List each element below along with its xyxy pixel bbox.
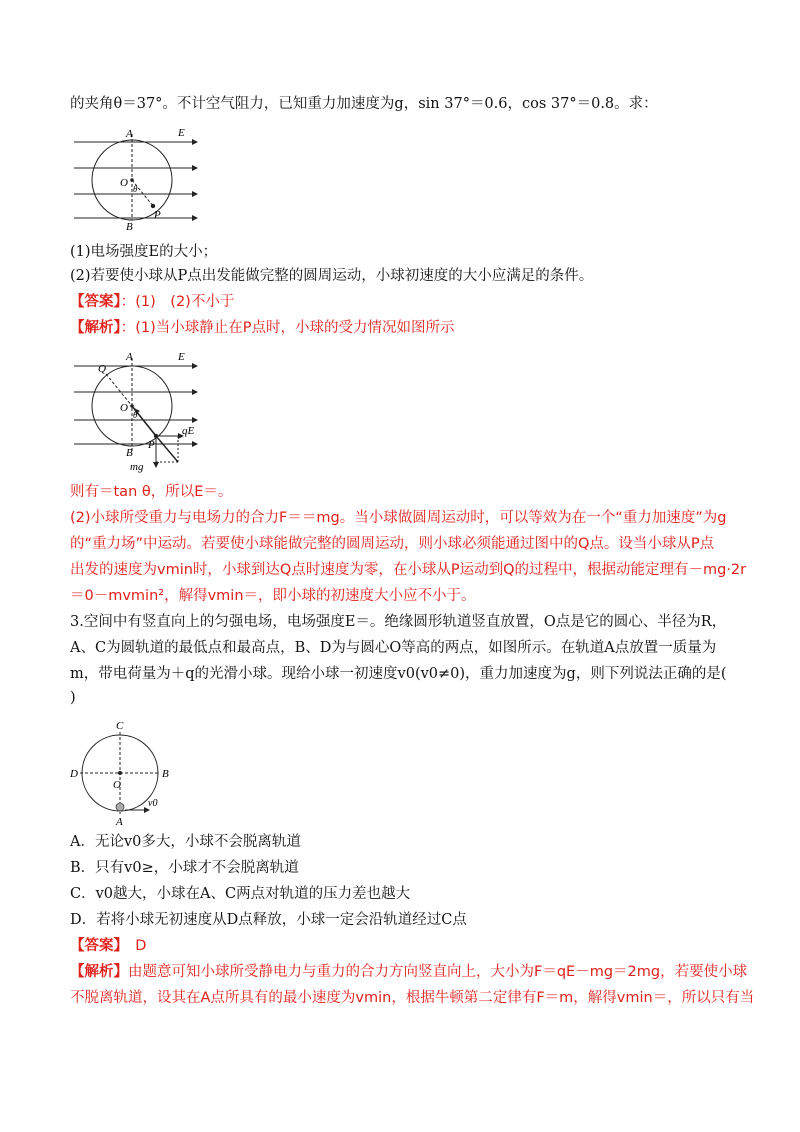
q3-stem-line3: m，带电荷量为＋q的光滑小球。现给小球一初速度v0(v0≠0)，重力加速度为g，则下列说法正确的是( <box>70 666 727 682</box>
q3-stem-line4: ) <box>70 690 76 706</box>
q3-option-a: A．无论v0多大，小球不会脱离轨道 <box>70 834 301 850</box>
fig2-label-P: P <box>148 439 155 451</box>
q3-option-b-part-b: ，小球才不会脱离轨道 <box>153 860 299 876</box>
fig2-label-mg: mg <box>130 461 144 473</box>
q3-stem-part-c: O点是它的圆心、半径为R， <box>543 614 727 630</box>
q2-analysis-line2: 则有＝tan θ，所以E＝。 <box>70 484 233 500</box>
answer-text: ：(1) (2)不小于 <box>120 294 235 310</box>
fig1-label-E: E <box>178 127 185 139</box>
fig2-label-E: E <box>178 351 185 363</box>
answer-tag: 【答案】 <box>70 294 121 310</box>
q2-answer-line <box>70 292 234 312</box>
q2-analysis-line4: 的“重力场”中运动。若要使小球能做完整的圆周运动，则小球必须能通过图中的Q点。设当小球从P点 <box>70 536 715 552</box>
fig1-label-B: B <box>126 221 133 230</box>
q2-analysis-line1 <box>70 318 455 338</box>
q3-stem-part-b: 。绝缘圆形轨道竖直放置， <box>369 614 544 630</box>
q3-stem-part-a: 3.空间中有竖直向上的匀强电场，电场强度E＝ <box>70 614 370 630</box>
q2-figure-field-circle <box>70 120 200 230</box>
q3-option-b-part-a: B．只有v0≥ <box>70 860 154 876</box>
fig3-label-O: O <box>113 779 121 791</box>
analysis-text: ：(1)当小球静止在P点时，小球的受力情况如图所示 <box>120 320 455 336</box>
q2-figure-force-diagram <box>70 344 210 474</box>
q3-stem-line2: A、C为圆轨道的最低点和最高点，B、D为与圆心O等高的两点，如图所示。在轨道A点放置一质量为 <box>70 640 717 656</box>
fig2-label-Q: Q <box>98 363 106 375</box>
fig1-label-P: P <box>154 209 161 221</box>
q3-analysis-tag: 【解析】 <box>70 964 128 980</box>
fig3-label-D: D <box>70 768 78 780</box>
q2-analysis-line6: ＝0－mvmin²，解得vmin＝，即小球的初速度大小应不小于。 <box>70 588 476 604</box>
analysis-tag: 【解析】 <box>70 320 121 336</box>
q3-option-d: D．若将小球无初速度从D点释放，小球一定会沿轨道经过C点 <box>70 912 467 928</box>
q2-part2: (2)若要使小球从P点出发能做完整的圆周运动，小球初速度的大小应满足的条件。 <box>70 268 594 284</box>
q3-answer-line <box>70 936 146 956</box>
fig2-label-O: O <box>120 402 128 414</box>
q3-option-b <box>70 858 299 878</box>
q2-condition-line: 的夹角θ＝37°。不计空气阻力，已知重力加速度为g，sin 37°＝0.6，cos 37°＝0.8。求： <box>70 96 658 112</box>
fig1-label-O: O <box>120 177 128 189</box>
q3-analysis-text: 由题意可知小球所受静电力与重力的合力方向竖直向上，大小为F＝qE－mg＝2mg，若要使小球 <box>128 964 748 980</box>
q2-part1: (1)电场强度E的大小； <box>70 244 218 260</box>
q3-answer-text: D <box>120 938 147 954</box>
fig1-label-A: A <box>126 128 133 140</box>
fig2-label-B: B <box>126 447 133 459</box>
fig2-label-qE: qE <box>182 425 195 437</box>
ball-icon <box>116 803 124 811</box>
q2-analysis-line5: 出发的速度为vmin时，小球到达Q点时速度为零，在小球从P运动到Q的过程中，根据动能定理有－mg·2r <box>70 562 747 578</box>
fig2-label-theta: θ <box>133 410 138 420</box>
q3-figure-circular-track <box>70 718 180 828</box>
fig2-label-A: A <box>126 351 133 363</box>
q3-stem-line1 <box>70 612 726 632</box>
q2-analysis-line3: (2)小球所受重力与电场力的合力F＝＝mg。当小球做圆周运动时，可以等效为在一个“重力加速度”为g <box>70 510 727 526</box>
q3-answer-tag: 【答案】 <box>70 938 121 954</box>
fig3-label-v0: v0 <box>148 798 158 809</box>
q3-analysis-line1 <box>70 962 747 982</box>
fig3-label-A: A <box>116 816 123 828</box>
fig3-label-B: B <box>162 768 169 780</box>
q3-analysis-line2: 不脱离轨道，设其在A点所具有的最小速度为vmin，根据牛顿第二定律有F＝m，解得vmin＝，所以只有当 <box>70 990 755 1006</box>
q3-option-c: C．v0越大，小球在A、C两点对轨道的压力差也越大 <box>70 886 411 902</box>
fig1-label-theta: θ <box>133 184 138 194</box>
fig3-label-C: C <box>116 720 124 732</box>
